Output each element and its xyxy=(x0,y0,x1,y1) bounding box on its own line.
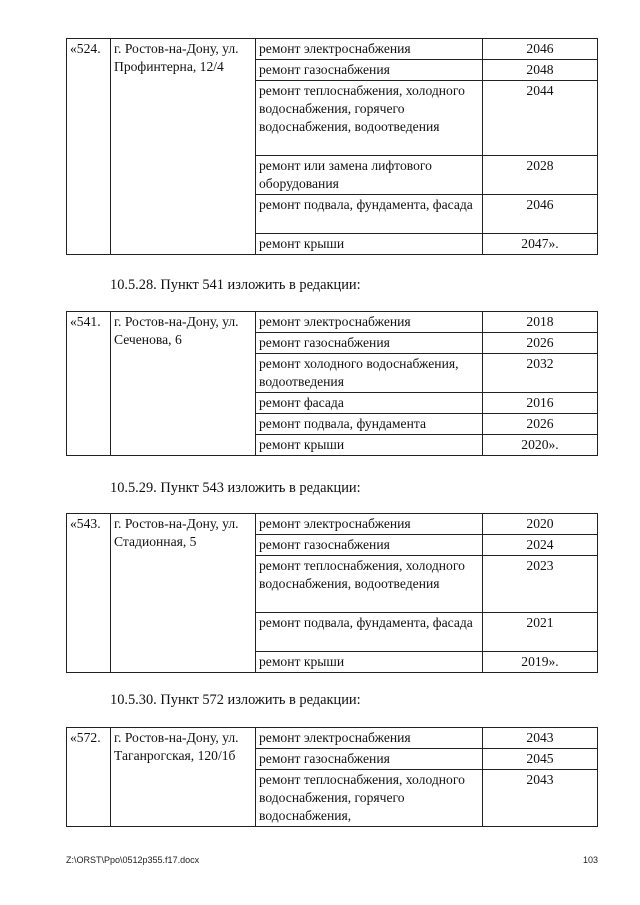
work-year: 2043 xyxy=(483,728,598,749)
work-year: 2024 xyxy=(483,535,598,556)
work-type: ремонт холодного водоснабжения, водоотведения xyxy=(256,354,483,393)
work-type: ремонт электроснабжения xyxy=(256,39,483,60)
table-row xyxy=(67,728,598,749)
work-type: ремонт фасада xyxy=(256,393,483,414)
work-type: ремонт подвала, фундамента xyxy=(256,414,483,435)
work-type: ремонт электроснабжения xyxy=(256,312,483,333)
item-number: «541. xyxy=(67,312,111,456)
work-year: 2047». xyxy=(483,234,598,255)
work-year: 2046 xyxy=(483,39,598,60)
work-year: 2048 xyxy=(483,60,598,81)
work-year: 2032 xyxy=(483,354,598,393)
item-number: «572. xyxy=(67,728,111,827)
table-row xyxy=(67,39,598,60)
work-type: ремонт газоснабжения xyxy=(256,60,483,81)
work-type: ремонт газоснабжения xyxy=(256,333,483,354)
work-type: ремонт теплоснабжения, холодного водоснабжения, горячего водоснабжения, xyxy=(256,770,483,827)
item-address: г. Ростов-на-Дону, ул. Стадионная, 5 xyxy=(111,514,256,673)
work-type: ремонт подвала, фундамента, фасада xyxy=(256,613,483,652)
work-year: 2020». xyxy=(483,435,598,456)
work-type: ремонт теплоснабжения, холодного водоснабжения, водоотведения xyxy=(256,556,483,613)
table-row xyxy=(67,312,598,333)
work-type: ремонт электроснабжения xyxy=(256,728,483,749)
table-item-524 xyxy=(66,38,598,255)
footer-page-number: 103 xyxy=(582,855,598,865)
item-address: г. Ростов-на-Дону, ул. Таганрогская, 120/1б xyxy=(111,728,256,827)
paragraph-10-5-29: 10.5.29. Пункт 543 изложить в редакции: xyxy=(110,480,361,496)
work-type: ремонт крыши xyxy=(256,652,483,673)
work-year: 2019». xyxy=(483,652,598,673)
work-year: 2023 xyxy=(483,556,598,613)
work-year: 2026 xyxy=(483,333,598,354)
work-year: 2021 xyxy=(483,613,598,652)
work-type: ремонт крыши xyxy=(256,435,483,456)
work-year: 2044 xyxy=(483,81,598,156)
work-type: ремонт электроснабжения xyxy=(256,514,483,535)
work-type: ремонт газоснабжения xyxy=(256,535,483,556)
work-year: 2045 xyxy=(483,749,598,770)
work-type: ремонт или замена лифтового оборудования xyxy=(256,156,483,195)
work-type: ремонт газоснабжения xyxy=(256,749,483,770)
table-row xyxy=(67,514,598,535)
work-type: ремонт подвала, фундамента, фасада xyxy=(256,195,483,234)
table-item-543 xyxy=(66,513,598,673)
work-type: ремонт теплоснабжения, холодного водоснабжения, горячего водоснабжения, водоотведения xyxy=(256,81,483,156)
item-number: «543. xyxy=(67,514,111,673)
work-year: 2018 xyxy=(483,312,598,333)
paragraph-10-5-28: 10.5.28. Пункт 541 изложить в редакции: xyxy=(110,277,361,293)
table-item-572 xyxy=(66,727,598,827)
item-address: г. Ростов-на-Дону, ул. Профинтерна, 12/4 xyxy=(111,39,256,255)
item-number: «524. xyxy=(67,39,111,255)
table-item-541 xyxy=(66,311,598,456)
work-year: 2028 xyxy=(483,156,598,195)
footer-file-path: Z:\ORST\Ppo\0512p355.f17.docx xyxy=(66,855,200,865)
work-type: ремонт крыши xyxy=(256,234,483,255)
work-year: 2046 xyxy=(483,195,598,234)
paragraph-10-5-30: 10.5.30. Пункт 572 изложить в редакции: xyxy=(110,692,361,708)
work-year: 2020 xyxy=(483,514,598,535)
work-year: 2016 xyxy=(483,393,598,414)
work-year: 2043 xyxy=(483,770,598,827)
item-address: г. Ростов-на-Дону, ул. Сеченова, 6 xyxy=(111,312,256,456)
work-year: 2026 xyxy=(483,414,598,435)
